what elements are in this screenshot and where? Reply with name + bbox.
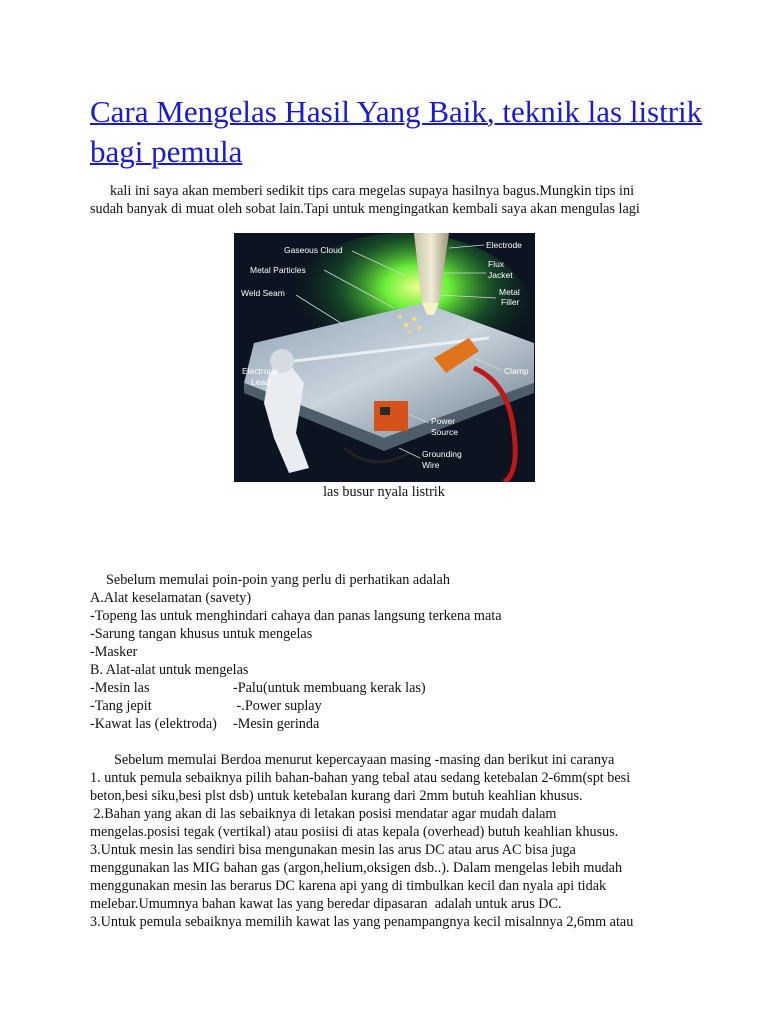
- step-line: menggunakan mesin las berarus DC karena api yang di timbulkan kecil dan nyala api tidak: [90, 878, 607, 894]
- power-source-box: [374, 401, 408, 431]
- label-grounding-wire: Wire: [422, 460, 440, 470]
- prep-intro: Sebelum memulai poin-poin yang perlu di perhatikan adalah: [106, 572, 450, 588]
- label-metal-filler: Filler: [501, 297, 520, 307]
- step-line: menggunakan las MIG bahan gas (argon,helium,oksigen dsb..). Dalam mengelas lebih mudah: [90, 860, 623, 876]
- article-body: [90, 571, 710, 931]
- tools-heading: B. Alat-alat untuk mengelas: [90, 662, 249, 678]
- intro-line: kali ini saya akan memberi sedikit tips cara megelas supaya hasilnya bagus.Mungkin tips ini: [110, 183, 635, 199]
- label-power-source: Power: [431, 416, 456, 426]
- safety-heading: A.Alat keselamatan (savety): [90, 590, 252, 606]
- tool-item: -Kawat las (elektroda): [90, 716, 217, 732]
- figure-caption: las busur nyala listrik: [323, 484, 445, 500]
- label-flux-jacket: Jacket: [488, 270, 513, 280]
- label-clamp: Clamp: [504, 366, 529, 376]
- tools-row: [90, 679, 710, 697]
- welding-diagram-image: [234, 233, 535, 482]
- list-item: -Topeng las untuk menghindari cahaya dan panas langsung terkena mata: [90, 608, 502, 624]
- step-line: 3.Untuk mesin las sendiri bisa mengunakan mesin las arus DC atau arus AC bisa juga: [90, 842, 576, 858]
- tool-item: -Tang jepit: [90, 698, 152, 714]
- step-line: 1. untuk pemula sebaiknya pilih bahan-bahan yang tebal atau sedang ketebalan 2-6mm(spt besi: [90, 770, 631, 786]
- label-gaseous-cloud: Gaseous Cloud: [284, 245, 343, 255]
- tool-item: -Palu(untuk membuang kerak las): [233, 680, 426, 696]
- label-electrode-lead: Electrode: [242, 366, 278, 376]
- label-power-source: Source: [431, 427, 458, 437]
- label-electrode: Electrode: [486, 240, 522, 250]
- label-electrode-lead: Lead: [251, 377, 270, 387]
- welding-diagram: [234, 233, 535, 482]
- label-flux-jacket: Flux: [488, 259, 505, 269]
- tool-item: -Mesin las: [90, 680, 150, 696]
- tool-item: -Mesin gerinda: [233, 716, 320, 732]
- label-grounding-wire: Grounding: [422, 449, 462, 459]
- step-line: mengelas.posisi tegak (vertikal) atau posiisi di atas kepala (overhead) butuh keahlian khusus.: [90, 824, 619, 840]
- intro-paragraph: [90, 182, 690, 218]
- list-item: -Masker: [90, 644, 138, 660]
- label-metal-filler: Metal: [499, 287, 520, 297]
- step-line: melebar.Umumnya bahan kawat las yang beredar dipasaran adalah untuk arus DC.: [90, 896, 562, 912]
- tools-row: [90, 715, 710, 733]
- steps-intro: Sebelum memulai Berdoa menurut kepercayaan masing -masing dan berikut ini caranya: [114, 752, 615, 768]
- step-line: beton,besi siku,besi plst dsb) untuk ketebalan kurang dari 2mm butuh keahlian khusus.: [90, 788, 583, 804]
- label-metal-particles: Metal Particles: [250, 265, 306, 275]
- intro-line: sudah banyak di muat oleh sobat lain.Tapi untuk mengingatkan kembali saya akan mengulas lagi: [90, 201, 640, 217]
- label-weld-seam: Weld Seam: [241, 288, 285, 298]
- list-item: -Sarung tangan khusus untuk mengelas: [90, 626, 313, 642]
- tools-row: [90, 697, 710, 715]
- page-title: Cara Mengelas Hasil Yang Baik, teknik las listrik bagi pemula: [90, 94, 703, 169]
- step-line: 3.Untuk pemula sebaiknya memilih kawat las yang penampangnya kecil misalnnya 2,6mm atau: [90, 914, 634, 930]
- step-line: 2.Bahan yang akan di las sebaiknya di letakan posisi mendatar agar mudah dalam: [90, 806, 557, 822]
- tool-item: -.Power suplay: [233, 698, 322, 714]
